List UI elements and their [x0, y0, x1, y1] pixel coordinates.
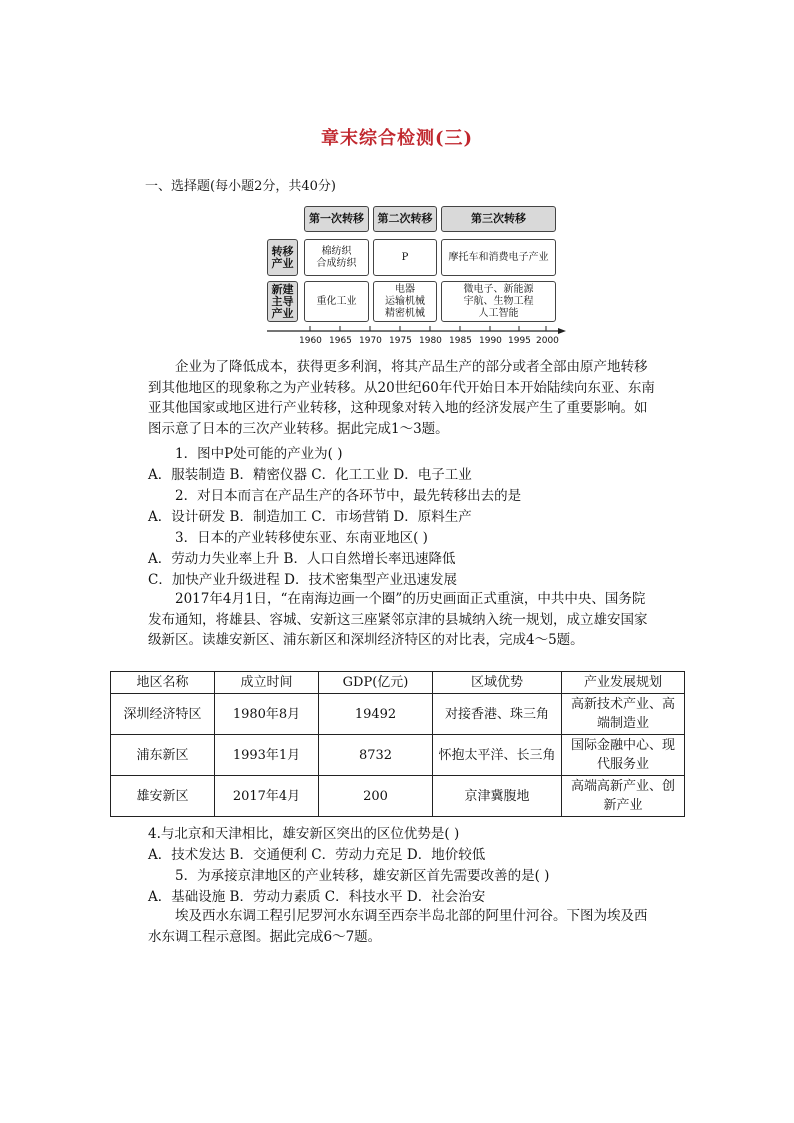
year-tick: 1985 [449, 336, 472, 346]
table-header-row [111, 672, 685, 694]
table-cell: 浦东新区 [111, 735, 215, 776]
r1c1-cell: 棉纺织 合成纺织 [304, 239, 369, 276]
question-5-options: A．基础设施 B．劳动力素质 C．科技水平 D．社会治安 [148, 889, 486, 905]
r2c3-cell: 微电子、新能源 宇航、生物工程 人工智能 [441, 281, 556, 322]
stage1-header: 第一次转移 [304, 206, 369, 232]
year-tick: 1960 [299, 336, 322, 346]
table-row [111, 776, 685, 817]
question-1-options: A．服装制造 B．精密仪器 C．化工工业 D．电子工业 [148, 467, 472, 483]
table-cell: 1980年8月 [215, 694, 319, 735]
table-cell: 怀抱太平洋、长三角 [433, 735, 562, 776]
table-cell: 对接香港、珠三角 [433, 694, 562, 735]
table-cell: 2017年4月 [215, 776, 319, 817]
table-header: 成立时间 [215, 672, 319, 694]
table-header: 地区名称 [111, 672, 215, 694]
page-title: 章末综合检测(三) [320, 128, 474, 149]
row1-label: 转移 产业 [267, 239, 298, 276]
question-1: 1．图中P处可能的产业为( ) [175, 446, 343, 462]
year-tick: 2000 [536, 336, 559, 346]
year-tick: 1965 [329, 336, 352, 346]
r1c2-cell: P [373, 239, 437, 276]
table-cell: 雄安新区 [111, 776, 215, 817]
year-tick: 1975 [389, 336, 412, 346]
table-cell: 深圳经济特区 [111, 694, 215, 735]
year-tick: 1990 [479, 336, 502, 346]
question-2: 2．对日本而言在产品生产的各环节中，最先转移出去的是 [175, 488, 522, 504]
table-cell: 8732 [319, 735, 433, 776]
year-tick: 1970 [359, 336, 382, 346]
comparison-table [110, 671, 685, 817]
table-cell: 19492 [319, 694, 433, 735]
question-3: 3．日本的产业转移使东亚、东南亚地区( ) [175, 530, 428, 546]
r1c3-cell: 摩托车和消费电子产业 [441, 239, 556, 276]
intro-paragraph-3: 埃及西水东调工程引尼罗河水东调至西奈半岛北部的阿里什河谷。下图为埃及西水东调工程示意图。据此完成6～7题。 [148, 908, 648, 945]
question-2-options: A．设计研发 B．制造加工 C．市场营销 D．原料生产 [148, 509, 472, 525]
table-cell: 高新技术产业、高端制造业 [562, 694, 685, 735]
table-cell: 高端高新产业、创新产业 [562, 776, 685, 817]
table-header: 产业发展规划 [562, 672, 685, 694]
question-3-options-b: C．加快产业升级进程 D．技术密集型产业迅速发展 [148, 572, 457, 588]
question-5: 5．为承接京津地区的产业转移，雄安新区首先需要改善的是( ) [175, 868, 550, 884]
stage2-header: 第二次转移 [373, 206, 437, 232]
intro-paragraph-2: 2017年4月1日，“在南海边画一个圈”的历史画面正式重演，中共中央、国务院发布通知，将雄县、容城、安新这三座紧邻京津的县城纳入统一规划，成立雄安国家级新区。读雄安新区、浦东新区和深圳经济特区的对比表，完成4～5题。 [148, 591, 648, 648]
table-cell: 国际金融中心、现代服务业 [562, 735, 685, 776]
question-3-options-a: A．劳动力失业率上升 B．人口自然增长率迅速降低 [148, 551, 456, 567]
r2c2-cell: 电器 运输机械 精密机械 [373, 281, 437, 322]
year-tick: 1980 [419, 336, 442, 346]
question-4-options: A．技术发达 B．交通便利 C．劳动力充足 D．地价较低 [148, 847, 486, 863]
table-row [111, 694, 685, 735]
intro-paragraph-1: 企业为了降低成本，获得更多利润，将其产品生产的部分或者全部由原产地转移到其他地区的现象称之为产业转移。从20世纪60年代开始日本开始陆续向东亚、东南亚其他国家或地区进行产业转移，这种现象对转入地的经济发展产生了重要影响。如图示意了日本的三次产业转移。据此完成1～3题。 [148, 359, 655, 437]
stage3-header: 第三次转移 [441, 206, 556, 232]
year-tick: 1995 [508, 336, 531, 346]
table-cell: 1993年1月 [215, 735, 319, 776]
section-heading: 一、选择题(每小题2分，共40分) [145, 179, 336, 194]
table-cell: 京津冀腹地 [433, 776, 562, 817]
r2c1-cell: 重化工业 [304, 281, 369, 322]
question-4: 4.与北京和天津相比，雄安新区突出的区位优势是( ) [148, 826, 460, 842]
table-header: GDP(亿元) [319, 672, 433, 694]
table-header: 区域优势 [433, 672, 562, 694]
table-row [111, 735, 685, 776]
row2-label: 新建 主导 产业 [267, 281, 298, 322]
table-cell: 200 [319, 776, 433, 817]
